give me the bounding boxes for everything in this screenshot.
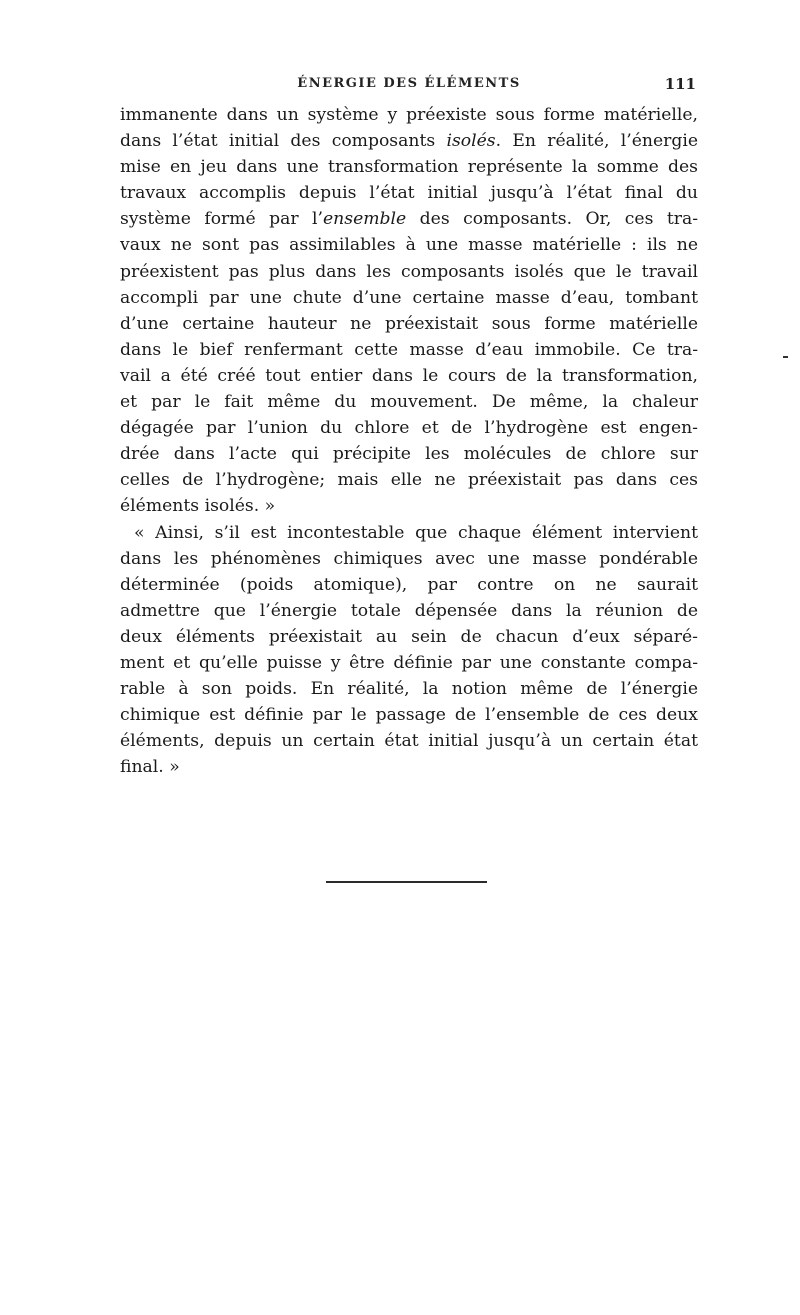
text-line: mise en jeu dans une transformation représente la somme des bbox=[120, 157, 698, 178]
text-line: drée dans l’acte qui précipite les molécules de chlore sur bbox=[120, 444, 698, 465]
paragraph-2 bbox=[120, 520, 698, 781]
text-line: déterminée (poids atomique), par contre on ne saurait bbox=[120, 574, 698, 595]
text-line: final. » bbox=[120, 757, 180, 778]
text-line: dans les phénomènes chimiques avec une masse pondérable bbox=[120, 548, 698, 569]
italic-word: isolés bbox=[446, 131, 496, 152]
text-line: « Ainsi, s’il est incontestable que chaque élément intervient bbox=[134, 522, 698, 543]
text-run: des composants. Or, ces tra- bbox=[406, 209, 698, 230]
text-line: rable à son poids. En réalité, la notion même de l’énergie bbox=[120, 679, 698, 700]
text-line: deux éléments préexistait au sein de chacun d’eux séparé- bbox=[120, 626, 698, 647]
text-line: travaux accomplis depuis l’état initial jusqu’à l’état final du bbox=[120, 183, 698, 204]
text-run: système formé par l’ bbox=[120, 209, 324, 230]
text-line: immanente dans un système y préexiste sous forme matérielle, bbox=[120, 105, 698, 125]
text-line bbox=[120, 128, 698, 154]
text-line: préexistent pas plus dans les composants isolés que le travail bbox=[120, 261, 698, 282]
text-line: chimique est définie par le passage de l’ensemble de ces deux bbox=[120, 705, 698, 726]
text-run: dans l’état initial des composants bbox=[120, 131, 447, 152]
book-page bbox=[120, 76, 698, 780]
text-line: et par le fait même du mouvement. De même, la chaleur bbox=[120, 392, 698, 413]
text-line: d’une certaine hauteur ne préexistait sous forme matérielle bbox=[120, 313, 698, 334]
text-line: ment et qu’elle puisse y être définie par une constante compa- bbox=[120, 652, 698, 673]
text-line: admettre que l’énergie totale dépensée dans la réunion de bbox=[120, 600, 698, 621]
text-line: celles de l’hydrogène; mais elle ne préexistait pas dans ces bbox=[120, 470, 698, 491]
text-line: dans le bief renfermant cette masse d’eau immobile. Ce tra- bbox=[120, 339, 698, 360]
body-text bbox=[120, 102, 698, 780]
text-line: vaux ne sont pas assimilables à une masse matérielle : ils ne bbox=[120, 235, 698, 256]
text-line: éléments, depuis un certain état initial jusqu’à un certain état bbox=[120, 731, 698, 752]
text-line: vail a été créé tout entier dans le cours de la transformation, bbox=[120, 365, 698, 386]
paragraph-1 bbox=[120, 102, 698, 520]
running-header bbox=[120, 76, 698, 100]
italic-word: ensemble bbox=[323, 209, 407, 230]
section-end-rule bbox=[326, 881, 487, 883]
text-line bbox=[120, 206, 698, 232]
text-line: dégagée par l’union du chlore et de l’hydrogène est engen- bbox=[120, 418, 698, 439]
text-run: . En réalité, l’énergie bbox=[495, 131, 698, 152]
print-mark bbox=[783, 356, 788, 358]
text-line: accompli par une chute d’une certaine masse d’eau, tombant bbox=[120, 287, 698, 308]
text-line: éléments isolés. » bbox=[120, 496, 276, 517]
running-title: ÉNERGIE DES ÉLÉMENTS bbox=[297, 76, 521, 91]
page-number: 111 bbox=[664, 75, 696, 93]
